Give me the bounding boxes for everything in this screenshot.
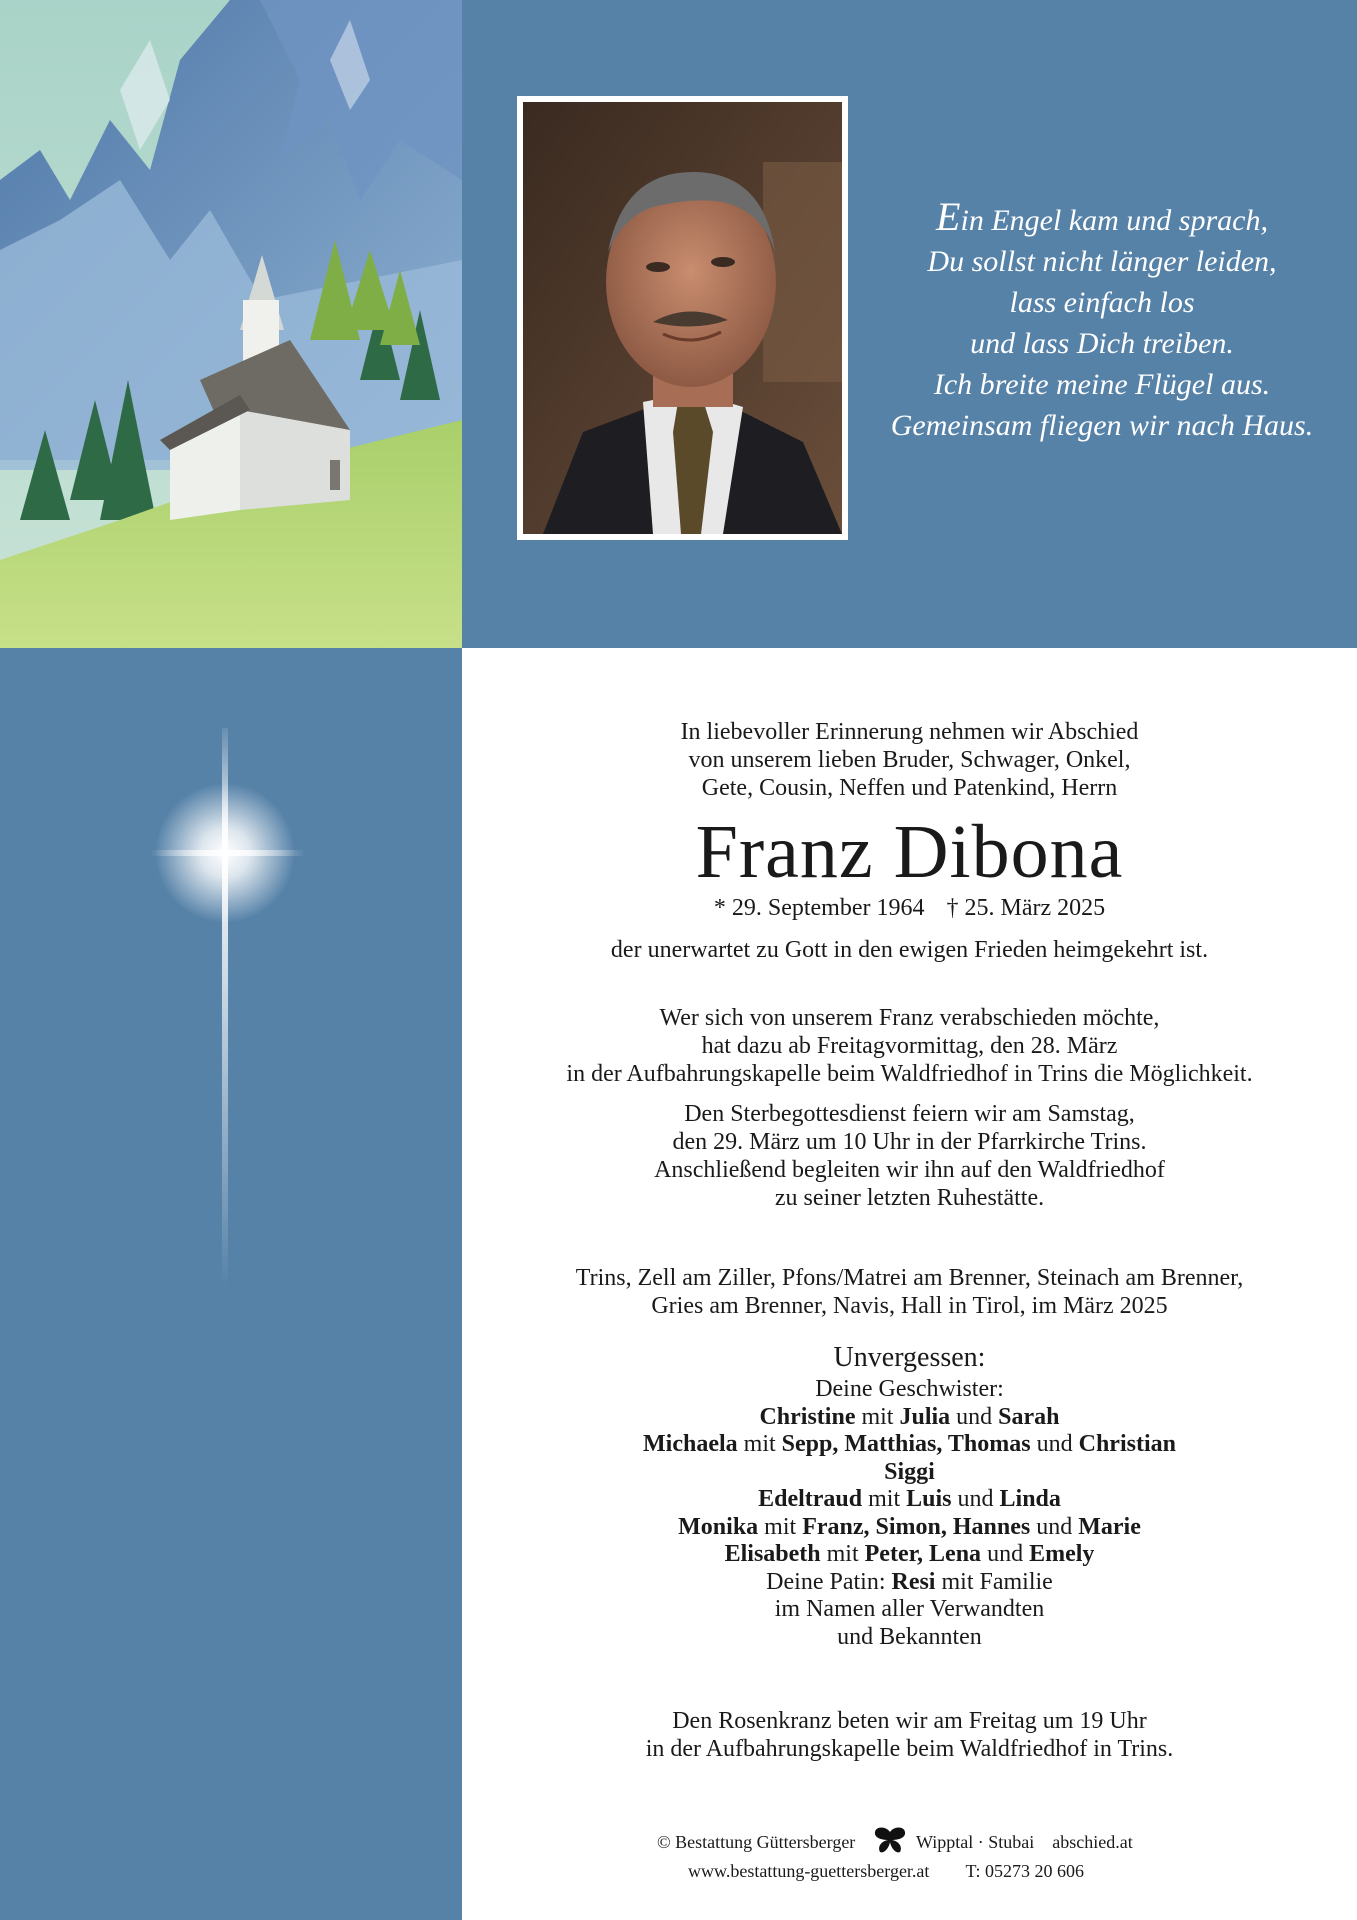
mourner-line: Monika mit Franz, Simon, Hannes und Marie xyxy=(678,1513,1141,1540)
abschied-link[interactable]: abschied.at xyxy=(1052,1832,1133,1852)
places-paragraph xyxy=(462,1264,1357,1320)
visitation-line: Wer sich von unserem Franz verabschieden möchte, xyxy=(659,1005,1160,1031)
godmother-line: Deine Patin: Resi mit Familie xyxy=(766,1568,1053,1595)
mourners-list xyxy=(462,1376,1357,1651)
life-dates xyxy=(462,894,1357,922)
obituary-text xyxy=(462,718,1357,1763)
intro-line: von unserem lieben Bruder, Schwager, Onkel, xyxy=(688,747,1131,773)
copyright-text: © Bestattung Güttersberger xyxy=(657,1832,856,1852)
places-line: Gries am Brenner, Navis, Hall in Tirol, im März 2025 xyxy=(651,1293,1168,1319)
intro-line: Gete, Cousin, Neffen und Patenkind, Herrn xyxy=(701,775,1118,801)
website-link[interactable]: www.bestattung-guettersberger.at xyxy=(688,1861,930,1881)
birth-date: * 29. September 1964 xyxy=(713,895,925,921)
mass-line: zu seiner letzten Ruhestätte. xyxy=(774,1185,1045,1211)
mass-line: Anschließend begleiten wir ihn auf den Waldfriedhof xyxy=(654,1157,1165,1183)
rosary-line: Den Rosenkranz beten wir am Freitag um 19 Uhr xyxy=(672,1708,1147,1734)
poem-line: Gemeinsam fliegen wir nach Haus. xyxy=(890,409,1314,442)
poem-line: lass einfach los xyxy=(1009,286,1195,319)
returned-line: der unerwartet zu Gott in den ewigen Frieden heimgekehrt ist. xyxy=(610,937,1209,963)
mourner-line: Christine mit Julia und Sarah xyxy=(759,1403,1060,1430)
chapel-painting xyxy=(0,0,462,648)
visitation-line: hat dazu ab Freitagvormittag, den 28. März xyxy=(701,1033,1118,1059)
mass-line: Den Sterbegottesdienst feiern wir am Samstag, xyxy=(684,1101,1135,1127)
poem-line: Ich breite meine Flügel aus. xyxy=(933,368,1271,401)
funeral-mass-paragraph xyxy=(462,1100,1357,1212)
places-line: Trins, Zell am Ziller, Pfons/Matrei am Brenner, Steinach am Brenner, xyxy=(575,1265,1244,1291)
poem-line: Du sollst nicht länger leiden, xyxy=(927,245,1277,278)
siblings-label: Deine Geschwister: xyxy=(815,1376,1004,1402)
portrait-photo xyxy=(517,96,848,540)
deceased-name: Franz Dibona xyxy=(695,810,1124,894)
mass-line: den 29. März um 10 Uhr in der Pfarrkirche Trins. xyxy=(672,1129,1147,1155)
rosary-paragraph xyxy=(462,1707,1357,1763)
mourner-line: Elisabeth mit Peter, Lena und Emely xyxy=(724,1541,1095,1567)
region-text: Wipptal · Stubai xyxy=(916,1832,1035,1852)
mourner-line: Michaela mit Sepp, Matthias, Thomas und Christian xyxy=(643,1431,1176,1457)
poem-line: Ein Engel kam und sprach, xyxy=(936,194,1268,239)
poem xyxy=(872,196,1332,446)
poem-line: und lass Dich treiben. xyxy=(970,327,1234,360)
cross-icon xyxy=(0,648,462,1368)
rosary-line: in der Aufbahrungskapelle beim Waldfriedhof in Trins. xyxy=(645,1736,1174,1762)
death-date: † 25. März 2025 xyxy=(946,895,1106,921)
intro-paragraph xyxy=(462,718,1357,802)
acquaintances-line: und Bekannten xyxy=(837,1623,982,1650)
intro-line: In liebevoller Erinnerung nehmen wir Abschied xyxy=(680,719,1139,745)
footer-row xyxy=(688,1856,1084,1886)
mourner-line: Edeltraud mit Luis und Linda xyxy=(758,1486,1061,1512)
visitation-paragraph xyxy=(462,1004,1357,1088)
relatives-line: im Namen aller Verwandten xyxy=(774,1596,1045,1622)
phone-number: T: 05273 20 606 xyxy=(965,1861,1085,1881)
visitation-line: in der Aufbahrungskapelle beim Waldfriedhof in Trins die Möglichkeit. xyxy=(566,1061,1253,1087)
unforgotten-heading: Unvergessen: xyxy=(833,1342,986,1373)
mourner-line: Siggi xyxy=(884,1458,935,1485)
